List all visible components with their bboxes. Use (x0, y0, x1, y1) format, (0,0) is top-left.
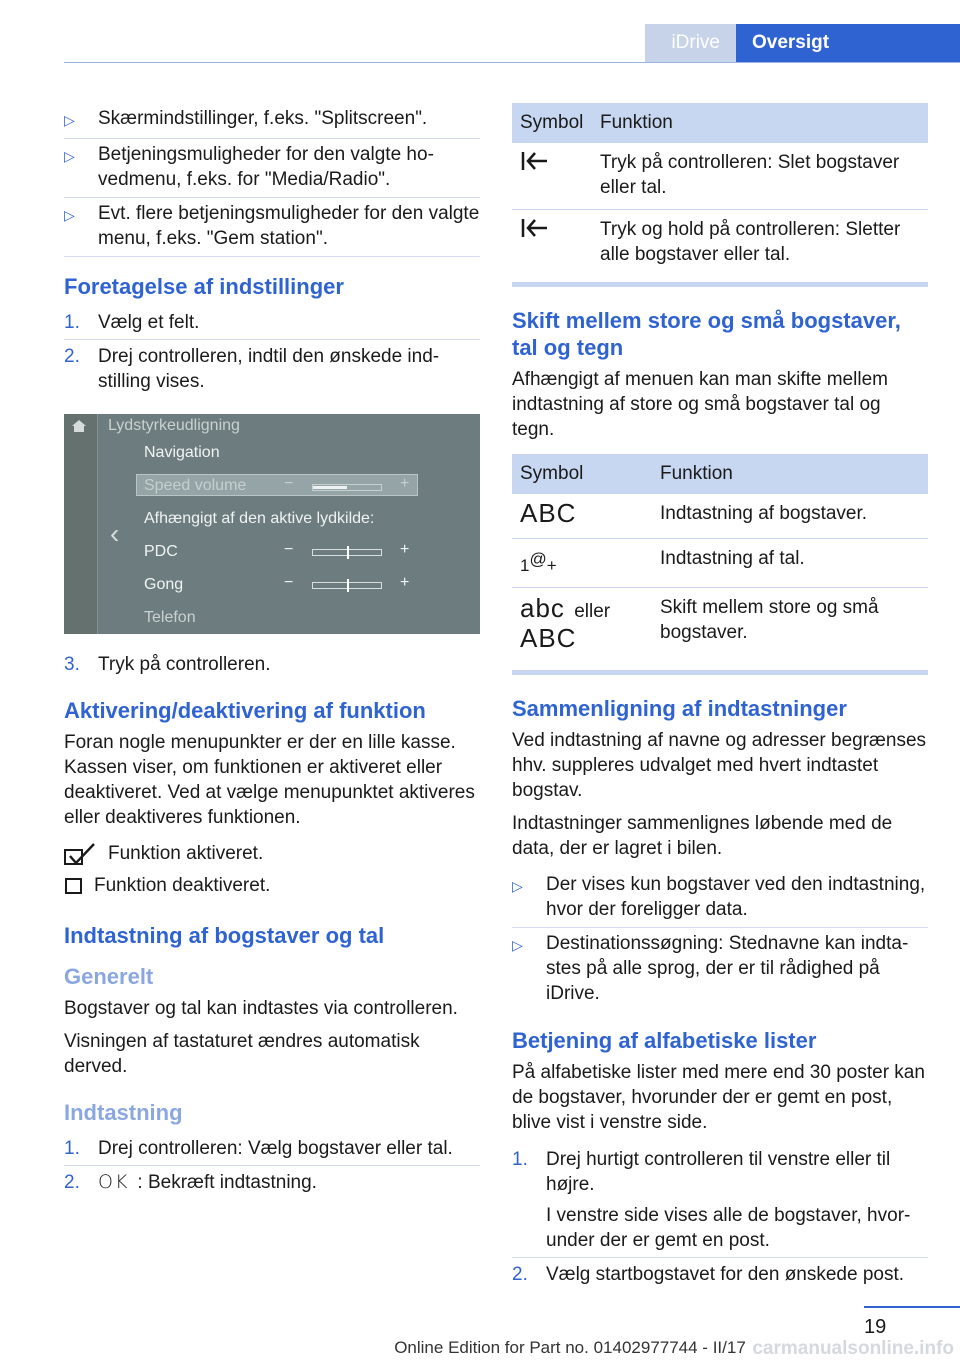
compare-text-1: Ved indtastning af navne og adresser begrænses hhv. suppleres udvalget med hvert indtastet bogstav. (512, 729, 927, 801)
number-symbol: 1@+ (520, 549, 557, 575)
minus-icon: − (284, 541, 294, 558)
triangle-bullet-icon: ▷ (512, 936, 523, 953)
table-row: ABC Indtastning af bogstaver. (512, 494, 928, 539)
header-tabs (645, 24, 960, 62)
screen-title: Lydstyrkeudligning (108, 417, 240, 434)
heading-compare: Sammenligning af indtastninger (512, 695, 847, 721)
table-row: Tryk på controlleren: Slet bogstaver eller tal. (512, 143, 928, 210)
footer-divider (864, 1306, 960, 1308)
minus-icon: − (284, 475, 294, 492)
screen-row-dependent: Afhængigt af den aktive lydkilde: (144, 510, 375, 527)
plus-icon: + (400, 574, 410, 591)
step-item: 1. Vælg et felt. (64, 306, 480, 340)
screen-row-speed-volume: Speed volume (144, 477, 247, 494)
gong-slider (312, 582, 382, 589)
heading-input: Indtastning af bogstaver og tal (64, 923, 385, 948)
home-icon (71, 419, 87, 433)
right-column (512, 103, 928, 1291)
minus-icon: − (284, 574, 294, 591)
deactivated-row: Funktion deaktiveret. (64, 870, 480, 902)
delete-back-icon (520, 217, 550, 239)
heading-case: Skift mellem store og små bogstaver, tal og tegn (512, 308, 901, 360)
triangle-bullet-icon: ▷ (64, 148, 75, 164)
watermark: carmanualsonline.info (752, 1338, 954, 1359)
list-item: ▷ Betjeningsmuligheder for den valgte hovedmenu, f.eks. for "Media/Radio". (64, 139, 480, 198)
heading-settings: Foretagelse af indstillinger (64, 274, 344, 299)
delete-symbol-table (512, 103, 928, 276)
step-item: 3. Tryk på controlleren. (64, 654, 271, 675)
compare-text-2: Indtastninger sammenlignes løbende med de data, der er lagret i bilen. (512, 812, 893, 859)
list-item: ▷ Der vises kun bogstaver ved den indtastning, hvor der foreligger data. (512, 869, 928, 928)
edition-text: Online Edition for Part no. 01402977744 - II/17 (394, 1338, 746, 1357)
general-text-2: Visningen af tastaturet ændres automatisk derved. (64, 1031, 420, 1077)
uppercase-symbol: ABC (520, 498, 577, 528)
heading-entry: Indtastning (64, 1100, 183, 1125)
chevron-left-icon: ‹ (110, 518, 120, 549)
table-row: abc eller ABC Skift mellem store og små bogstaver. (520, 592, 879, 653)
page-number: 19 (864, 1316, 887, 1338)
tab-oversigt[interactable]: Oversigt (736, 24, 960, 62)
slider-knob (347, 546, 349, 559)
plus-icon: + (400, 541, 410, 558)
heading-general: Generelt (64, 964, 154, 989)
table-row: 1@+ Indtastning af tal. (512, 539, 928, 588)
table-header: Symbol (512, 454, 652, 494)
plus-icon: + (400, 475, 410, 492)
heading-alpha: Betjening af alfabetiske lister (512, 1027, 817, 1053)
alpha-text: På alfabetiske lister med mere end 30 poster kan de bogstaver, hvorunder der er gemt en post, blive vist i venstre side. (512, 1061, 925, 1133)
step-item: 2. OK : Bekræft indtastning. (64, 1171, 317, 1193)
list-item: ▷ Skærmindstillinger, f.eks. "Splitscreen". (64, 103, 480, 139)
heading-activation: Aktivering/deaktivering af funktion (64, 698, 426, 723)
case-symbol-table (512, 454, 928, 664)
slider-knob (347, 579, 349, 592)
checkbox-empty-icon (64, 876, 84, 896)
pdc-slider (312, 549, 382, 556)
general-text-1: Bogstaver og tal kan indtastes via controlleren. (64, 998, 458, 1019)
screen-row-navigation: Navigation (144, 444, 220, 461)
list-item: ▷ Evt. flere betjeningsmuligheder for den valgte menu, f.eks. "Gem station". (64, 198, 480, 257)
uppercase-symbol: ABC (520, 622, 577, 653)
delete-back-icon (520, 150, 550, 172)
triangle-bullet-icon: ▷ (64, 207, 75, 223)
screen-side-rail (64, 414, 98, 634)
step-item: 2. Drej controlleren, indtil den ønskede indstilling vises. (64, 346, 440, 392)
triangle-bullet-icon: ▷ (512, 877, 523, 894)
activation-text: Foran nogle menupunkter er der en lille kasse. Kassen viser, om funktionen er aktiveret eller deaktiveret. Ved at vælge menupunktet aktiveres eller deaktiveres funktionen. (64, 732, 475, 828)
lowercase-symbol: abc (520, 592, 565, 623)
screen-row-gong: Gong (144, 576, 184, 593)
ok-symbol: OK (98, 1171, 130, 1193)
table-end-bar (512, 282, 928, 287)
triangle-bullet-icon: ▷ (64, 112, 75, 128)
step-item: 1. Drej hurtigt controlleren til venstre eller til højre. I venstre side vises alle de bogstaver, hvorunder der er gemt en post. (512, 1143, 928, 1258)
table-row: Tryk og hold på controlleren: Sletter alle bogstaver eller tal. (512, 210, 928, 277)
tab-idrive[interactable]: iDrive (645, 24, 736, 62)
screen-row-pdc: PDC (144, 543, 178, 560)
step-item: 2. Vælg startbogstavet for den ønskede post. (512, 1263, 905, 1285)
speed-volume-slider (312, 484, 382, 491)
activated-row: Funktion aktiveret. (64, 838, 480, 870)
table-end-bar (512, 670, 928, 675)
slider-fill (313, 486, 347, 489)
checkbox-checked-icon (64, 843, 98, 865)
table-header: Funktion (652, 454, 928, 494)
screen-row-telefon: Telefon (144, 609, 196, 626)
list-item: ▷ Destinationssøgning: Stednavne kan indtastes på alle sprog, der er til rådighed på iDrive. (512, 932, 909, 1004)
table-header: Funktion (592, 103, 928, 143)
step-item: 1. Drej controlleren: Vælg bogstaver eller tal. (64, 1132, 480, 1166)
left-column (64, 103, 480, 1199)
case-text: Afhængigt af menuen kan man skifte mellem indtastning af store og små bogstaver tal og tegn. (512, 369, 888, 440)
idrive-screen-image (64, 414, 480, 634)
table-header: Symbol (512, 103, 592, 143)
header-divider (64, 62, 960, 63)
